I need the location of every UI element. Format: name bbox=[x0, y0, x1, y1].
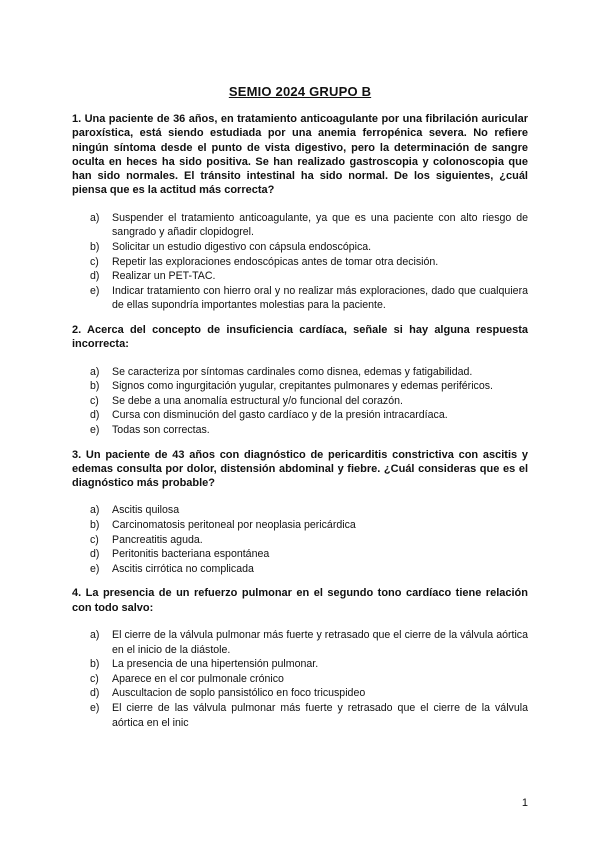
option-letter: e) bbox=[90, 701, 100, 714]
option-item bbox=[72, 394, 528, 409]
option-letter: a) bbox=[90, 628, 100, 641]
option-item bbox=[72, 255, 528, 270]
question-text: 4. La presencia de un refuerzo pulmonar en el segundo tono cardíaco tiene relación con todo salvo: bbox=[72, 587, 528, 614]
question-text: 3. Un paciente de 43 años con diagnóstico de pericarditis constrictiva con ascitis y edemas consulta por dolor, distensión abdominal y fiebre. ¿Cuál consideras que es el diagnóstico más probable? bbox=[72, 448, 528, 490]
option-text: Todas son correctas. bbox=[112, 423, 210, 436]
option-text: Repetir las exploraciones endoscópicas antes de tomar otra decisión. bbox=[112, 255, 439, 268]
option-item bbox=[72, 547, 528, 562]
option-text: Indicar tratamiento con hierro oral y no realizar más exploraciones, dado que cualquiera de ellas supondría importantes molestias para la paciente. bbox=[112, 284, 528, 312]
option-letter: d) bbox=[90, 687, 100, 700]
option-item bbox=[72, 503, 528, 518]
option-item bbox=[72, 686, 528, 701]
option-letter: b) bbox=[90, 658, 100, 671]
option-text: Cursa con disminución del gasto cardíaco y de la presión intracardíaca. bbox=[112, 409, 448, 422]
option-text: Realizar un PET-TAC. bbox=[112, 270, 216, 283]
option-list bbox=[72, 365, 528, 438]
option-letter: b) bbox=[90, 240, 100, 253]
option-text: Carcinomatosis peritoneal por neoplasia pericárdica bbox=[112, 518, 356, 531]
option-text: El cierre de la válvula pulmonar más fuerte y retrasado que el cierre de la válvula aórtica en el inicio de la diástole. bbox=[112, 628, 528, 656]
option-letter: b) bbox=[90, 518, 100, 531]
option-letter: e) bbox=[90, 562, 100, 575]
option-text: Solicitar un estudio digestivo con cápsula endoscópica. bbox=[112, 240, 372, 253]
option-text: Auscultacion de soplo pansistólico en foco tricuspideo bbox=[112, 687, 366, 700]
option-text: La presencia de una hipertensión pulmonar. bbox=[112, 658, 319, 671]
option-item bbox=[72, 701, 528, 730]
option-item bbox=[72, 240, 528, 255]
option-item bbox=[72, 533, 528, 548]
option-item bbox=[72, 284, 528, 313]
option-letter: c) bbox=[90, 533, 99, 546]
option-letter: a) bbox=[90, 365, 100, 378]
option-item bbox=[72, 211, 528, 240]
option-letter: a) bbox=[90, 504, 100, 517]
option-letter: a) bbox=[90, 211, 100, 224]
option-item bbox=[72, 628, 528, 657]
option-item bbox=[72, 379, 528, 394]
option-text: Ascitis quilosa bbox=[112, 504, 180, 517]
option-text: Pancreatitis aguda. bbox=[112, 533, 203, 546]
option-item bbox=[72, 562, 528, 577]
option-item bbox=[72, 423, 528, 438]
question-3 bbox=[72, 448, 528, 577]
question-1 bbox=[72, 112, 528, 313]
option-letter: d) bbox=[90, 270, 100, 283]
option-text: Se caracteriza por síntomas cardinales como disnea, edemas y fatigabilidad. bbox=[112, 365, 473, 378]
question-text: 2. Acerca del concepto de insuficiencia cardíaca, señale si hay alguna respuesta incorrecta: bbox=[72, 323, 528, 351]
question-text: 1. Una paciente de 36 años, en tratamiento anticoagulante por una fibrilación auricular paroxística, está siendo estudiada por una anemia ferropénica severa. No refiere ningún síntoma desde el punto de vista digestivo, pero la determinación de sangre oculta en heces ha sido positiva. Se han realizado gastroscopia y colonoscopia que han sido normales. El tránsito intestinal ha sido normal. De los siguientes, ¿cuál piensa que es la actitud más correcta? bbox=[72, 113, 528, 197]
option-letter: b) bbox=[90, 380, 100, 393]
option-letter: e) bbox=[90, 423, 100, 436]
option-item bbox=[72, 518, 528, 533]
option-letter: c) bbox=[90, 672, 99, 685]
question-4 bbox=[72, 586, 528, 730]
option-text: El cierre de las válvula pulmonar más fuerte y retrasado que el cierre de la válvula aórtica en el inic bbox=[112, 701, 528, 729]
option-letter: c) bbox=[90, 394, 99, 407]
option-text: Signos como ingurgitación yugular, crepitantes pulmonares y edemas periféricos. bbox=[112, 380, 493, 393]
option-letter: d) bbox=[90, 409, 100, 422]
question-2 bbox=[72, 323, 528, 438]
option-item bbox=[72, 365, 528, 380]
option-list bbox=[72, 211, 528, 313]
option-letter: e) bbox=[90, 284, 100, 297]
page-title: SEMIO 2024 GRUPO B bbox=[228, 84, 372, 99]
option-text: Se debe a una anomalía estructural y/o funcional del corazón. bbox=[112, 394, 403, 407]
option-item bbox=[72, 408, 528, 423]
option-list bbox=[72, 628, 528, 730]
option-letter: c) bbox=[90, 255, 99, 268]
option-item bbox=[72, 657, 528, 672]
option-item bbox=[72, 269, 528, 284]
option-text: Aparece en el cor pulmonale crónico bbox=[112, 672, 284, 685]
option-letter: d) bbox=[90, 548, 100, 561]
option-text: Ascitis cirrótica no complicada bbox=[112, 562, 254, 575]
page-number: 1 bbox=[521, 797, 528, 809]
option-text: Peritonitis bacteriana espontánea bbox=[112, 548, 270, 561]
option-list bbox=[72, 503, 528, 576]
questions-container bbox=[72, 112, 528, 740]
option-text: Suspender el tratamiento anticoagulante, ya que es una paciente con alto riesgo de sangrado y añadir clopidogrel. bbox=[112, 211, 528, 239]
option-item bbox=[72, 672, 528, 687]
